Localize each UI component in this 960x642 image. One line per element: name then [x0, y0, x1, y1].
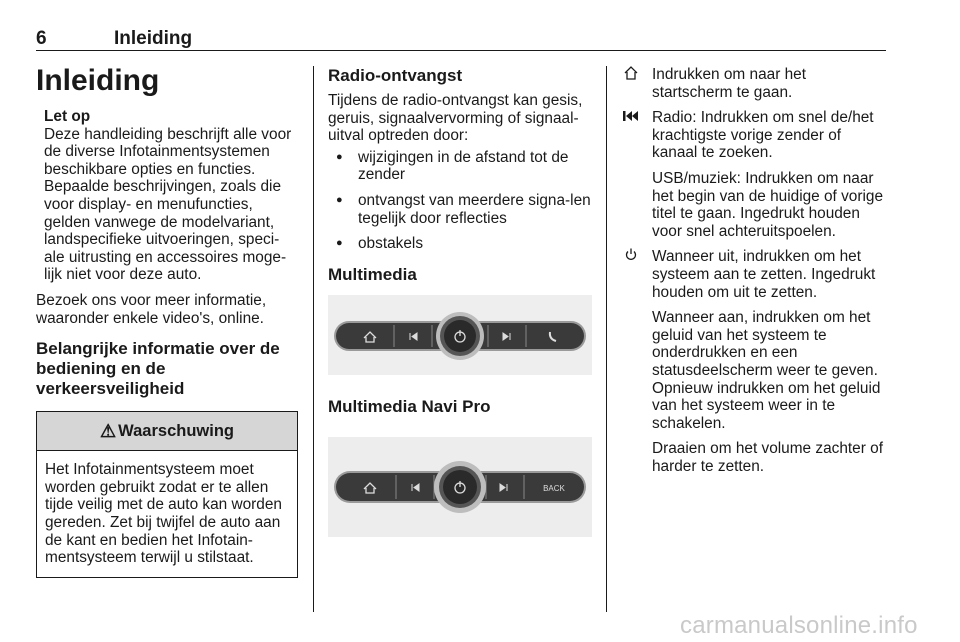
- column-2: [328, 58, 592, 543]
- watermark: carmanualsonline.info: [680, 612, 918, 639]
- column-divider: [313, 66, 314, 612]
- prev-usb-text: USB/muziek: Indrukken om naar het begin van de huidige of vorige titel te gaan. Ingedrukt houden voor snel achteruitspoelen.: [652, 169, 884, 240]
- header-section-title: Inleiding: [114, 28, 193, 49]
- note-heading: Let op: [44, 108, 91, 125]
- column-3: [620, 66, 886, 483]
- home-text: Indrukken om naar het startscherm te gaan.: [652, 66, 806, 101]
- radio-text: Tijdens de radio-ontvangst kan gesis, geruis, signaalvervorming of signaal-uitval optreden door:: [328, 92, 583, 145]
- warning-box: [36, 411, 298, 578]
- safety-heading: Belangrijke informatie over de bediening en de verkeersveiligheid: [36, 339, 280, 399]
- power-turn-text: Draaien om het volume zachter of harder te zetten.: [652, 440, 883, 475]
- prev-entry: [620, 109, 886, 162]
- back-button-label: BACK: [543, 483, 565, 493]
- list-item: ● obstakels: [328, 235, 592, 253]
- navi-panel-image: [328, 437, 592, 537]
- multimedia-heading: Multimedia: [328, 264, 417, 284]
- warning-label: Waarschuwing: [118, 421, 234, 440]
- page-number: 6: [36, 28, 47, 49]
- multimedia-panel-image: [328, 295, 592, 375]
- power-entry: [620, 248, 886, 301]
- power-text: Wanneer uit, indrukken om het systeem aan te zetten. Ingedrukt houden om uit te zetten.: [652, 248, 876, 301]
- radio-heading: Radio-ontvangst: [328, 66, 463, 85]
- info-paragraph: Bezoek ons voor meer informatie, waaronder enkele video's, online.: [36, 291, 267, 327]
- note-block: [44, 108, 298, 284]
- navi-heading: Multimedia Navi Pro: [328, 396, 491, 416]
- warning-text: Het Infotainmentsysteem moet worden gebruikt zodat er te allen tijde veilig met de auto kan worden gereden. Zet bij twijfel de auto aan de kant en bedien het Infotain-mentsysteem terwijl u stilstaat.: [45, 461, 282, 567]
- skip-back-icon: [620, 109, 642, 127]
- home-entry: [620, 66, 886, 101]
- power-on-text: Wanneer aan, indrukken om het geluid van het systeem te onderdrukken en een statusdeelscherm weer te geven. Opnieuw indrukken om het geluid van het systeem weer in te schakelen.: [652, 309, 881, 432]
- column-divider: [606, 66, 607, 612]
- list-item: ● ontvangst van meerdere signa-len tegelijk door reflecties: [328, 192, 592, 227]
- bullet-list: [328, 149, 592, 253]
- column-1: [36, 58, 298, 578]
- page-title: Inleiding: [36, 64, 160, 97]
- warning-header: [37, 412, 297, 451]
- note-text: Deze handleiding beschrijft alle voor de diverse Infotainmentsystemen beschikbare opties en functies. Bepaalde beschrijvingen, zoals die voor display- en menufuncties, gelden vanwege de modelvariant, landspecifieke uitvoeringen, speci-ale uitrusting en accessoires moge-lijk niet voor deze auto.: [44, 125, 292, 284]
- prev-text: Radio: Indrukken om snel de/het krachtigste vorige zender of kanaal te zoeken.: [652, 109, 874, 162]
- page-header: [36, 28, 886, 51]
- warning-triangle-icon: ⚠: [100, 420, 117, 441]
- home-icon: [620, 66, 642, 85]
- power-icon: [620, 248, 642, 266]
- list-item: ● wijzigingen in de afstand tot de zender: [328, 149, 592, 184]
